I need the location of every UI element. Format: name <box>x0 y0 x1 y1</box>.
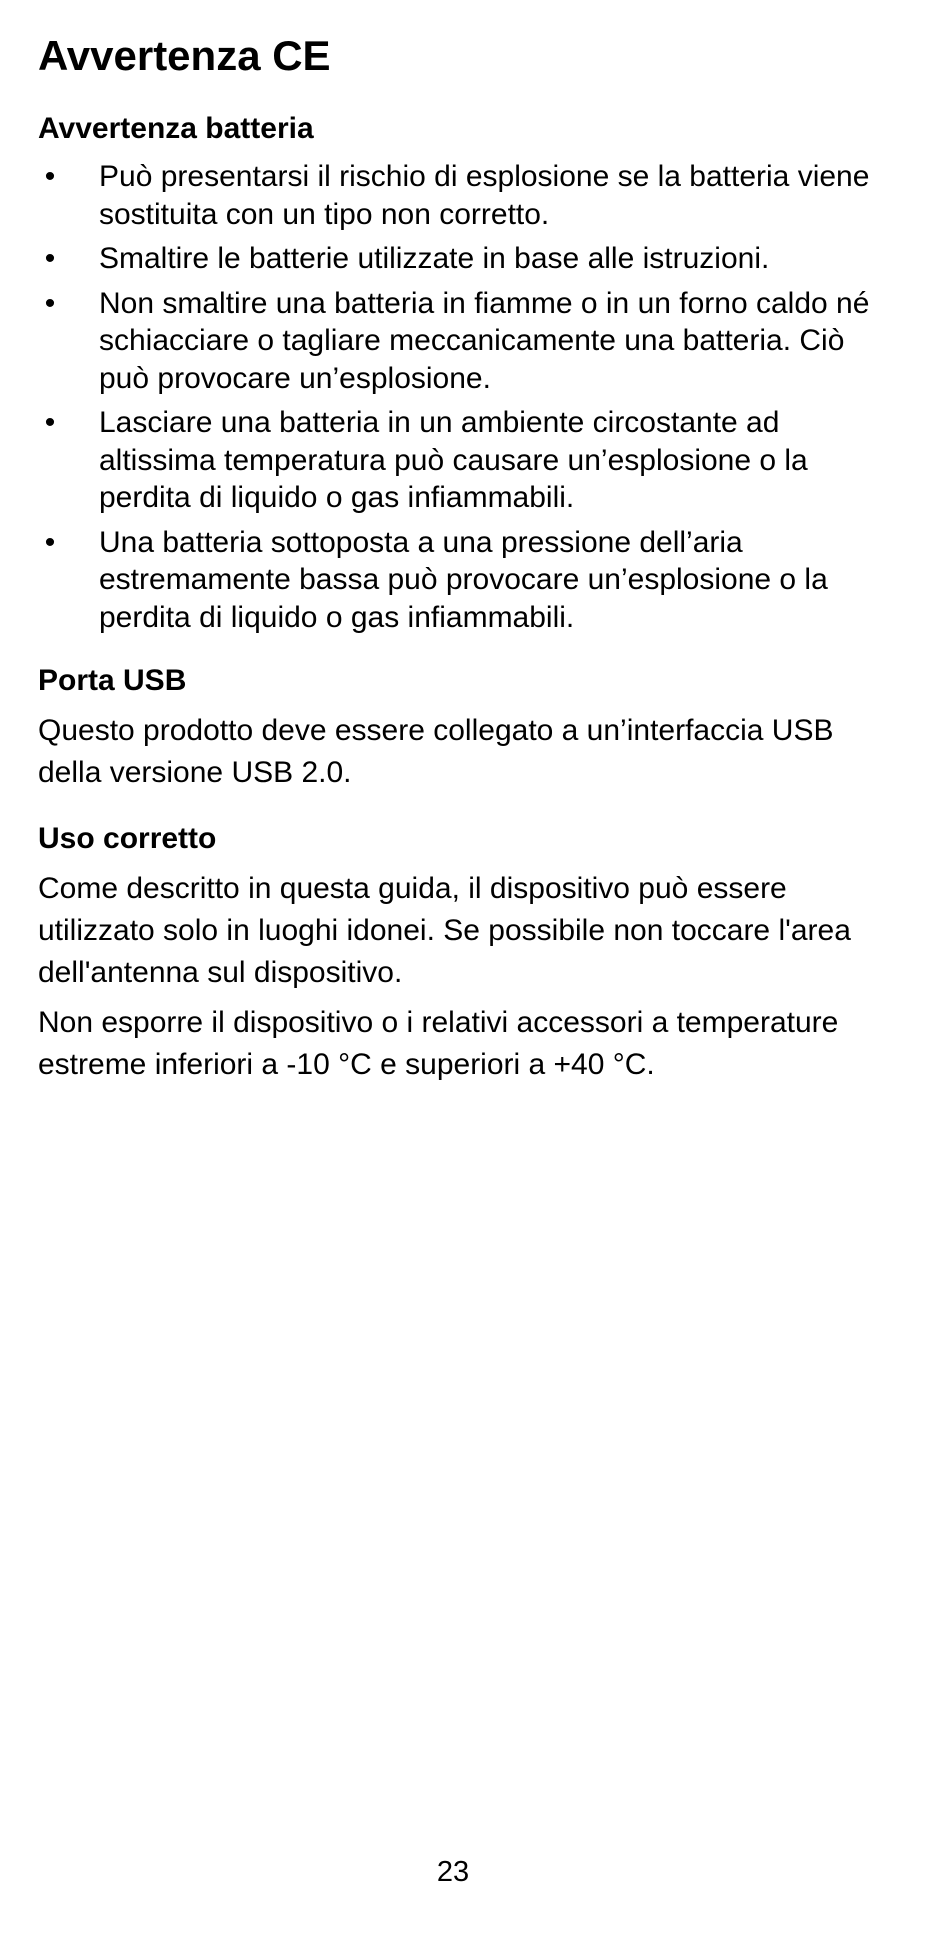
usb-paragraph: Questo prodotto deve essere collegato a un’interfaccia USB della versione USB 2.0. <box>38 714 834 789</box>
bullet-icon: • <box>44 525 56 559</box>
usage-paragraph-2: Non esporre il dispositivo o i relativi accessori a temperature estreme inferiori a -10 °C e superiori a +40 °C. <box>38 1006 839 1081</box>
document-page <box>38 30 878 1094</box>
bullet-icon: • <box>44 286 56 320</box>
list-item-text: Non smaltire una batteria in fiamme o in un forno caldo né schiacciare o tagliare meccanicamente una batteria. Ciò può provocare un’esplosione. <box>99 286 870 395</box>
list-item-text: Smaltire le batterie utilizzate in base alle istruzioni. <box>99 242 770 275</box>
list-item-text: Lasciare una batteria in un ambiente circostante ad altissima temperatura può causare un’esplosione o la perdita di liquido o gas infiammabili. <box>99 406 808 514</box>
bullet-icon: • <box>44 242 56 275</box>
list-item-text: Può presentarsi il rischio di esplosione se la batteria viene sostituita con un tipo non corretto. <box>99 160 870 231</box>
section-spacer <box>38 802 878 820</box>
usage-heading: Uso corretto <box>38 822 217 855</box>
usb-heading: Porta USB <box>38 664 187 697</box>
battery-warning-list <box>38 158 878 636</box>
battery-heading: Avvertenza batteria <box>38 112 314 145</box>
list-item <box>38 404 878 517</box>
page-number: 23 <box>436 1856 470 1888</box>
list-item <box>38 158 878 233</box>
bullet-icon: • <box>44 160 56 193</box>
list-item <box>38 240 878 278</box>
bullet-icon: • <box>44 406 56 439</box>
usage-paragraph-1: Come descritto in questa guida, il dispositivo può essere utilizzato solo in luoghi idonei. Se possibile non toccare l'area dell'antenna sul dispositivo. <box>38 872 851 989</box>
list-item-text: Una batteria sottoposta a una pressione dell’aria estremamente bassa può provocare un’esplosione o la perdita di liquido o gas infiammabili. <box>99 525 828 634</box>
list-item <box>38 524 878 637</box>
list-item <box>38 285 878 398</box>
page-title: Avvertenza CE <box>38 32 331 79</box>
